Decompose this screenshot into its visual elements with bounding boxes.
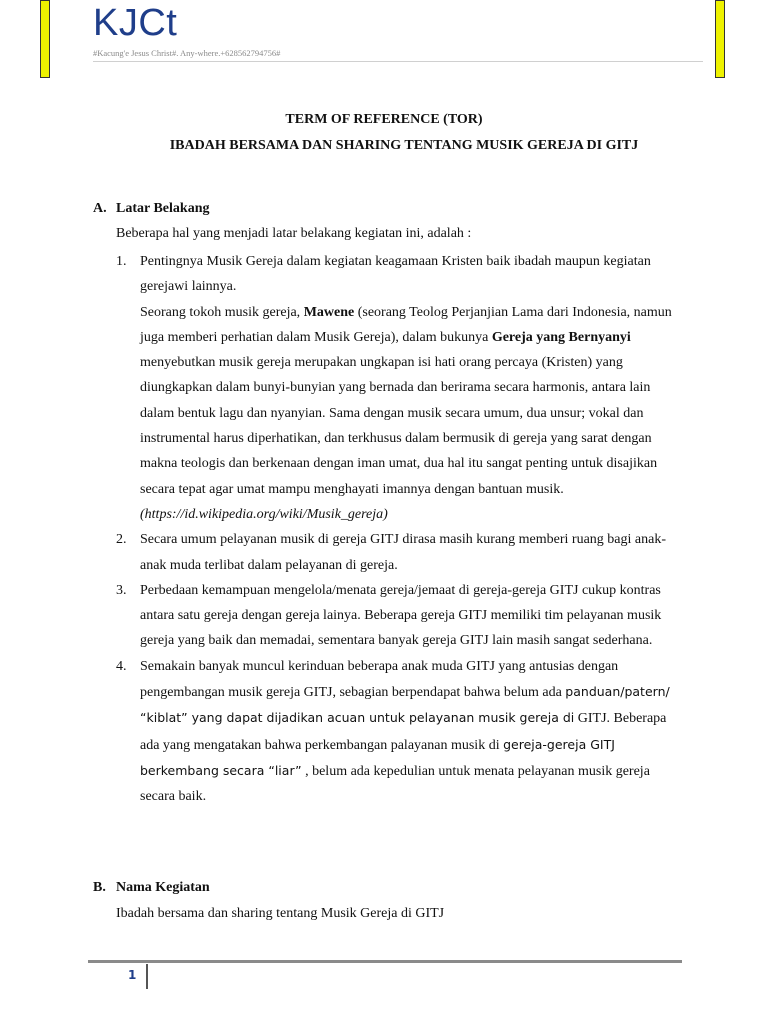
- page-number: 1: [128, 968, 137, 982]
- section-b-heading: [93, 880, 210, 896]
- text-run: menyebutkan musik gereja merupakan ungkapan isi hati orang percaya (Kristen) yang diungkapkan dalam bunyi-bunyian yang bernada dan berirama secara harmonis, antara lain dalam bentuk lagu dan nyanyian. Sama dengan musik secara umum, dua unsur; vokal dan instrumental harus diperhatikan, dan terkhusus dalam bermusik di gereja yang sarat dengan makna teologis dan berkenaan dengan iman umat, dua hal itu sangat penting untuk disajikan secara tepat agar umat mampu menghayati imannya dengan bantuan musik.: [140, 355, 658, 497]
- author-name: Mawene: [303, 304, 355, 320]
- section-a-intro: Beberapa hal yang menjadi latar belakang kegiatan ini, adalah :: [116, 226, 472, 241]
- section-b-title: Nama Kegiatan: [116, 880, 210, 895]
- document-subtitle: IBADAH BERSAMA DAN SHARING TENTANG MUSIK GEREJA DI GITJ: [169, 138, 639, 153]
- header-side-bar-left: [40, 0, 50, 78]
- text-run: Semakain banyak muncul kerinduan beberapa anak muda GITJ yang antusias dengan pengembangan musik gereja GITJ, sebagian berpendapat bahwa belum ada: [140, 658, 619, 701]
- source-link: (https://id.wikipedia.org/wiki/Musik_gereja): [140, 506, 388, 522]
- header-divider: [93, 61, 703, 62]
- list-item-text: Perbedaan kemampuan mengelola/menata gereja/jemaat di gereja-gereja GITJ cukup kontras antara satu gereja dengan gereja lainya. Beberapa gereja GITJ memiliki tim pelayanan musik gereja yang baik dan memadai, sementara banyak gereja GITJ lain masih sangat sederhana.: [140, 582, 662, 649]
- book-title: Gereja yang Bernyanyi: [491, 329, 631, 345]
- section-a-letter: A.: [93, 201, 107, 216]
- list-item: [116, 249, 676, 527]
- list-item-number: 4.: [116, 658, 127, 674]
- text-run: panduan/patern/ “kiblat” yang dapat dijadikan acuan untuk pelayanan musik gereja di: [140, 684, 670, 726]
- section-a-heading: [93, 201, 209, 217]
- list-item-number: 2.: [116, 532, 127, 548]
- list-item-paragraph: [140, 300, 676, 502]
- section-b-letter: B.: [93, 880, 106, 895]
- list-item-number: 3.: [116, 582, 127, 598]
- list-item: [116, 527, 676, 578]
- text-run: GITJ. Beberapa ada yang mengatakan bahwa perkembangan palayanan musik di: [140, 711, 667, 753]
- list-item-number: 1.: [116, 254, 127, 269]
- page-number-separator: [146, 964, 148, 989]
- list-item-text: [140, 654, 676, 810]
- footer-divider: [88, 960, 682, 963]
- header-side-bar-right: [715, 0, 725, 78]
- header-logo: KJCt: [93, 2, 178, 44]
- document-title: TERM OF REFERENCE (TOR): [285, 112, 483, 127]
- background-list: [116, 249, 676, 810]
- section-b-text: Ibadah bersama dan sharing tentang Musik Gereja di GITJ: [116, 906, 445, 921]
- list-item: [116, 578, 676, 654]
- text-run: Seorang tokoh musik gereja,: [140, 304, 304, 320]
- header-tagline: #Kacung'e Jesus Christ#. Any-where.+628562794756#: [93, 48, 281, 58]
- text-run: , belum ada kepedulian untuk menata pelayanan musik gereja secara baik.: [140, 763, 650, 805]
- list-item-text: Secara umum pelayanan musik di gereja GITJ dirasa masih kurang memberi ruang bagi anak-anak muda terlibat dalam pelayanan di gereja.: [140, 532, 666, 573]
- text-run: (seorang Teolog Perjanjian Lama dari Indonesia, namun juga memberi perhatian dalam Musik Gereja), dalam bukunya: [140, 304, 672, 345]
- list-item-text: Pentingnya Musik Gereja dalam kegiatan keagamaan Kristen baik ibadah maupun kegiatan gerejawi lainnya.: [140, 254, 651, 295]
- section-a-title: Latar Belakang: [116, 201, 210, 216]
- text-run: gereja-gereja GITJ berkembang secara “liar”: [140, 736, 615, 778]
- list-item: [116, 654, 676, 810]
